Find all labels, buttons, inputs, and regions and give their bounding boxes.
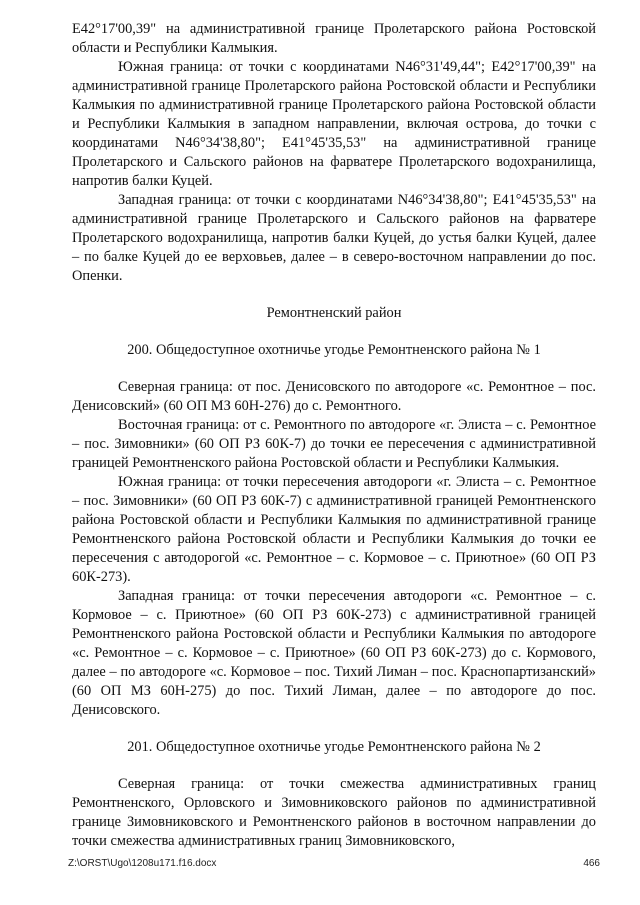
footer-file-path: Z:\ORST\Ugo\1208u171.f16.docx — [68, 858, 217, 869]
district-heading: Ремонтненский район — [266, 305, 402, 321]
section-title-201: 201. Общедоступное охотничье угодье Ремонтненского района № 2 — [127, 739, 541, 755]
paragraph: Западная граница: от точки с координатами N46°34'38,80"; E41°45'35,53" на административной границе Пролетарского и Сальского районов на фарватере Пролетарского водохранилища, напротив балки Куцей, до устья балки Куцей, далее – по балке Куцей до ее верховьев, далее – в северо-восточном направлении до пос. Опенки. — [72, 192, 596, 284]
paragraph: Южная граница: от точки пересечения автодороги «г. Элиста – с. Ремонтное – пос. Зимовники» (60 ОП РЗ 60К-7) с административной границей Ремонтненского района Ростовской области и Республики Калмыкия по административной границе Ремонтненского района Ростовской области и Республики Калмыкия до точки ее пересечения с автодорогой «с. Ремонтное – с. Кормовое – с. Приютное» (60 ОП РЗ 60К-273). — [72, 474, 596, 585]
paragraph: Восточная граница: от с. Ремонтного по автодороге «г. Элиста – с. Ремонтное – пос. Зимовники» (60 ОП РЗ 60К-7) до точки ее пересечения с административной границей Ремонтненского района Ростовской области и Республики Калмыкия. — [72, 417, 596, 471]
document-body — [72, 20, 596, 851]
page-number: 466 — [583, 858, 600, 869]
paragraph: E42°17'00,39" на административной границе Пролетарского района Ростовской области и Республики Калмыкия. — [72, 21, 596, 56]
paragraph: Южная граница: от точки с координатами N46°31'49,44"; E42°17'00,39" на административной границе Пролетарского района Ростовской области и Республики Калмыкия по административной границе Пролетарского района Ростовской области и Республики Калмыкия в западном направлении, включая острова, до точки с координатами N46°34'38,80"; E41°45'35,53" на административной границе Пролетарского и Сальского районов на фарватере Пролетарского водохранилища, напротив балки Куцей. — [72, 59, 596, 189]
page-footer — [68, 858, 600, 869]
paragraph: Западная граница: от точки пересечения автодороги «с. Ремонтное – с. Кормовое – с. Приютное» (60 ОП РЗ 60К-273) с административной границей Ремонтненского района Ростовской области и Республики Калмыкия по автодороге «с. Ремонтное – с. Кормовое – с. Приютное» (60 ОП РЗ 60К-273) до с. Кормового, далее – по автодороге «с. Кормовое – пос. Тихий Лиман – пос. Краснопартизанский» (60 ОП МЗ 60Н-275) до пос. Тихий Лиман, далее – по автодороге до пос. Денисовского. — [72, 588, 596, 718]
paragraph: Северная граница: от точки смежества административных границ Ремонтненского, Орловского и Зимовниковского районов по административной границе Зимовниковского и Ремонтненского районов в восточном направлении до точки смежества административных границ Зимовниковского, — [72, 776, 596, 849]
paragraph: Северная граница: от пос. Денисовского по автодороге «с. Ремонтное – пос. Денисовский» (60 ОП МЗ 60Н-276) до с. Ремонтного. — [72, 379, 596, 414]
section-title-200: 200. Общедоступное охотничье угодье Ремонтненского района № 1 — [127, 342, 541, 358]
